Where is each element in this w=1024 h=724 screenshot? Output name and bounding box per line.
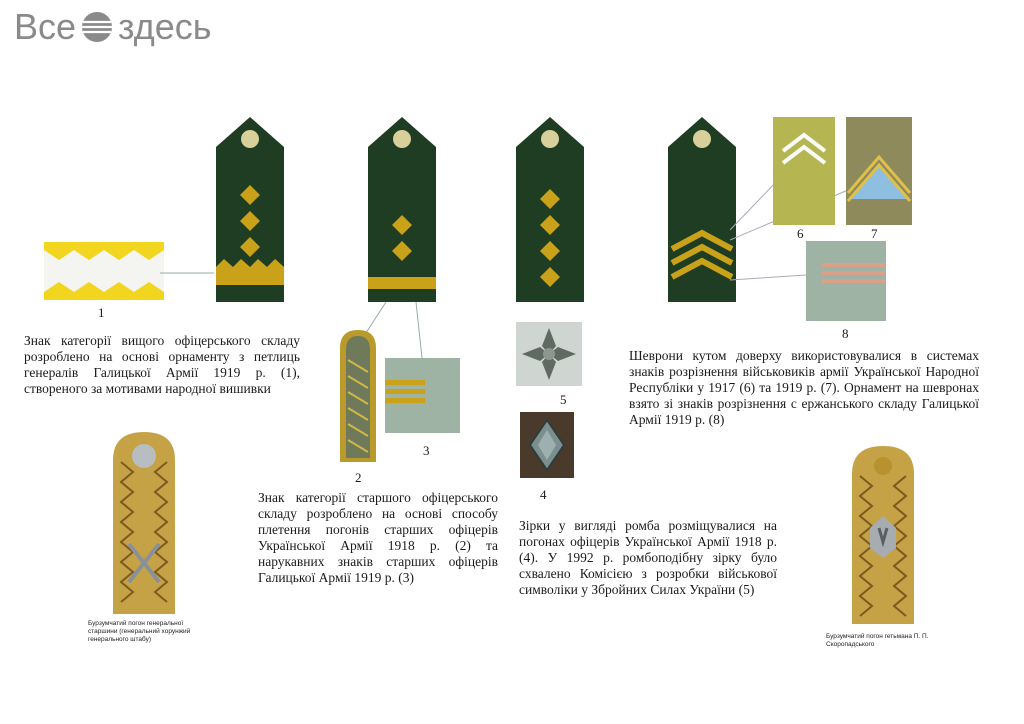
ornament-1	[44, 242, 164, 300]
description-rhombus-stars: Зірки у вигляді ромба розміщувалися на погонах офіцерів Української Армії 1918 р. (4). У 1992 р. ромбоподібну зірку було схвалено Комісією з розробки військової символіки у Збройних Силах України (5)	[519, 518, 777, 597]
label-6: 6	[797, 226, 804, 241]
chevron-patch-6	[773, 117, 835, 225]
label-2: 2	[355, 470, 362, 485]
pointer-line	[160, 268, 216, 278]
logo-text-left: Все	[14, 6, 77, 47]
label-3: 3	[423, 443, 430, 458]
braided-strap-2	[340, 330, 376, 462]
shoulder-board-senior-officer	[368, 117, 436, 302]
label-5: 5	[560, 392, 567, 407]
label-8: 8	[842, 326, 849, 341]
shoulder-board-sergeant	[668, 117, 736, 302]
caption-left: Бурзумчатий погон генеральної старшини (генеральний хорунжий генерального штабу)	[88, 620, 191, 643]
shoulder-board-junior-officer	[516, 117, 584, 302]
chevron-patch-7	[846, 117, 912, 225]
label-7: 7	[871, 226, 878, 241]
ornate-epaulette-general	[113, 432, 175, 614]
caption-right: Бурзумчатий погон гетьмана П. П. Скоропадського	[826, 633, 929, 648]
description-officers: Знак категорії старшого офіцерського складу розроблено на основі способу плетення погонів старших офіцерів Української Армії 1918 р. (2) та нарукавних знаків старших офіцерів Галицької Армії 1919 р. (3)	[258, 490, 498, 585]
sleeve-patch-8	[806, 241, 886, 321]
description-chevrons: Шеврони кутом доверху використовувалися в системах знаків розрізнення військовиків армії Української Народної Республіки у 1917 (6) та 1919 р. (7). Орнамент на шевронах взято зі знаків розрізнення с ержанського складу Галицької Армії 1919 р. (8)	[629, 348, 979, 427]
shoulder-board-senior-general	[216, 117, 284, 302]
sleeve-patch-3	[385, 358, 460, 433]
ornate-epaulette-hetman	[852, 446, 914, 624]
rhombus-star-4	[520, 412, 574, 478]
site-logo[interactable]	[14, 6, 212, 48]
label-1: 1	[98, 305, 105, 320]
description-senior-officers: Знак категорії вищого офіцерського складу розроблено на основі орнаменту з петлиць генералів Галицької Армії 1919 р. (1), створеного за мотивами народної вишивки	[24, 333, 300, 396]
label-4: 4	[540, 487, 547, 502]
star-emblem-5	[516, 322, 582, 386]
globe-icon	[80, 10, 114, 44]
logo-text-right: здесь	[118, 6, 212, 47]
